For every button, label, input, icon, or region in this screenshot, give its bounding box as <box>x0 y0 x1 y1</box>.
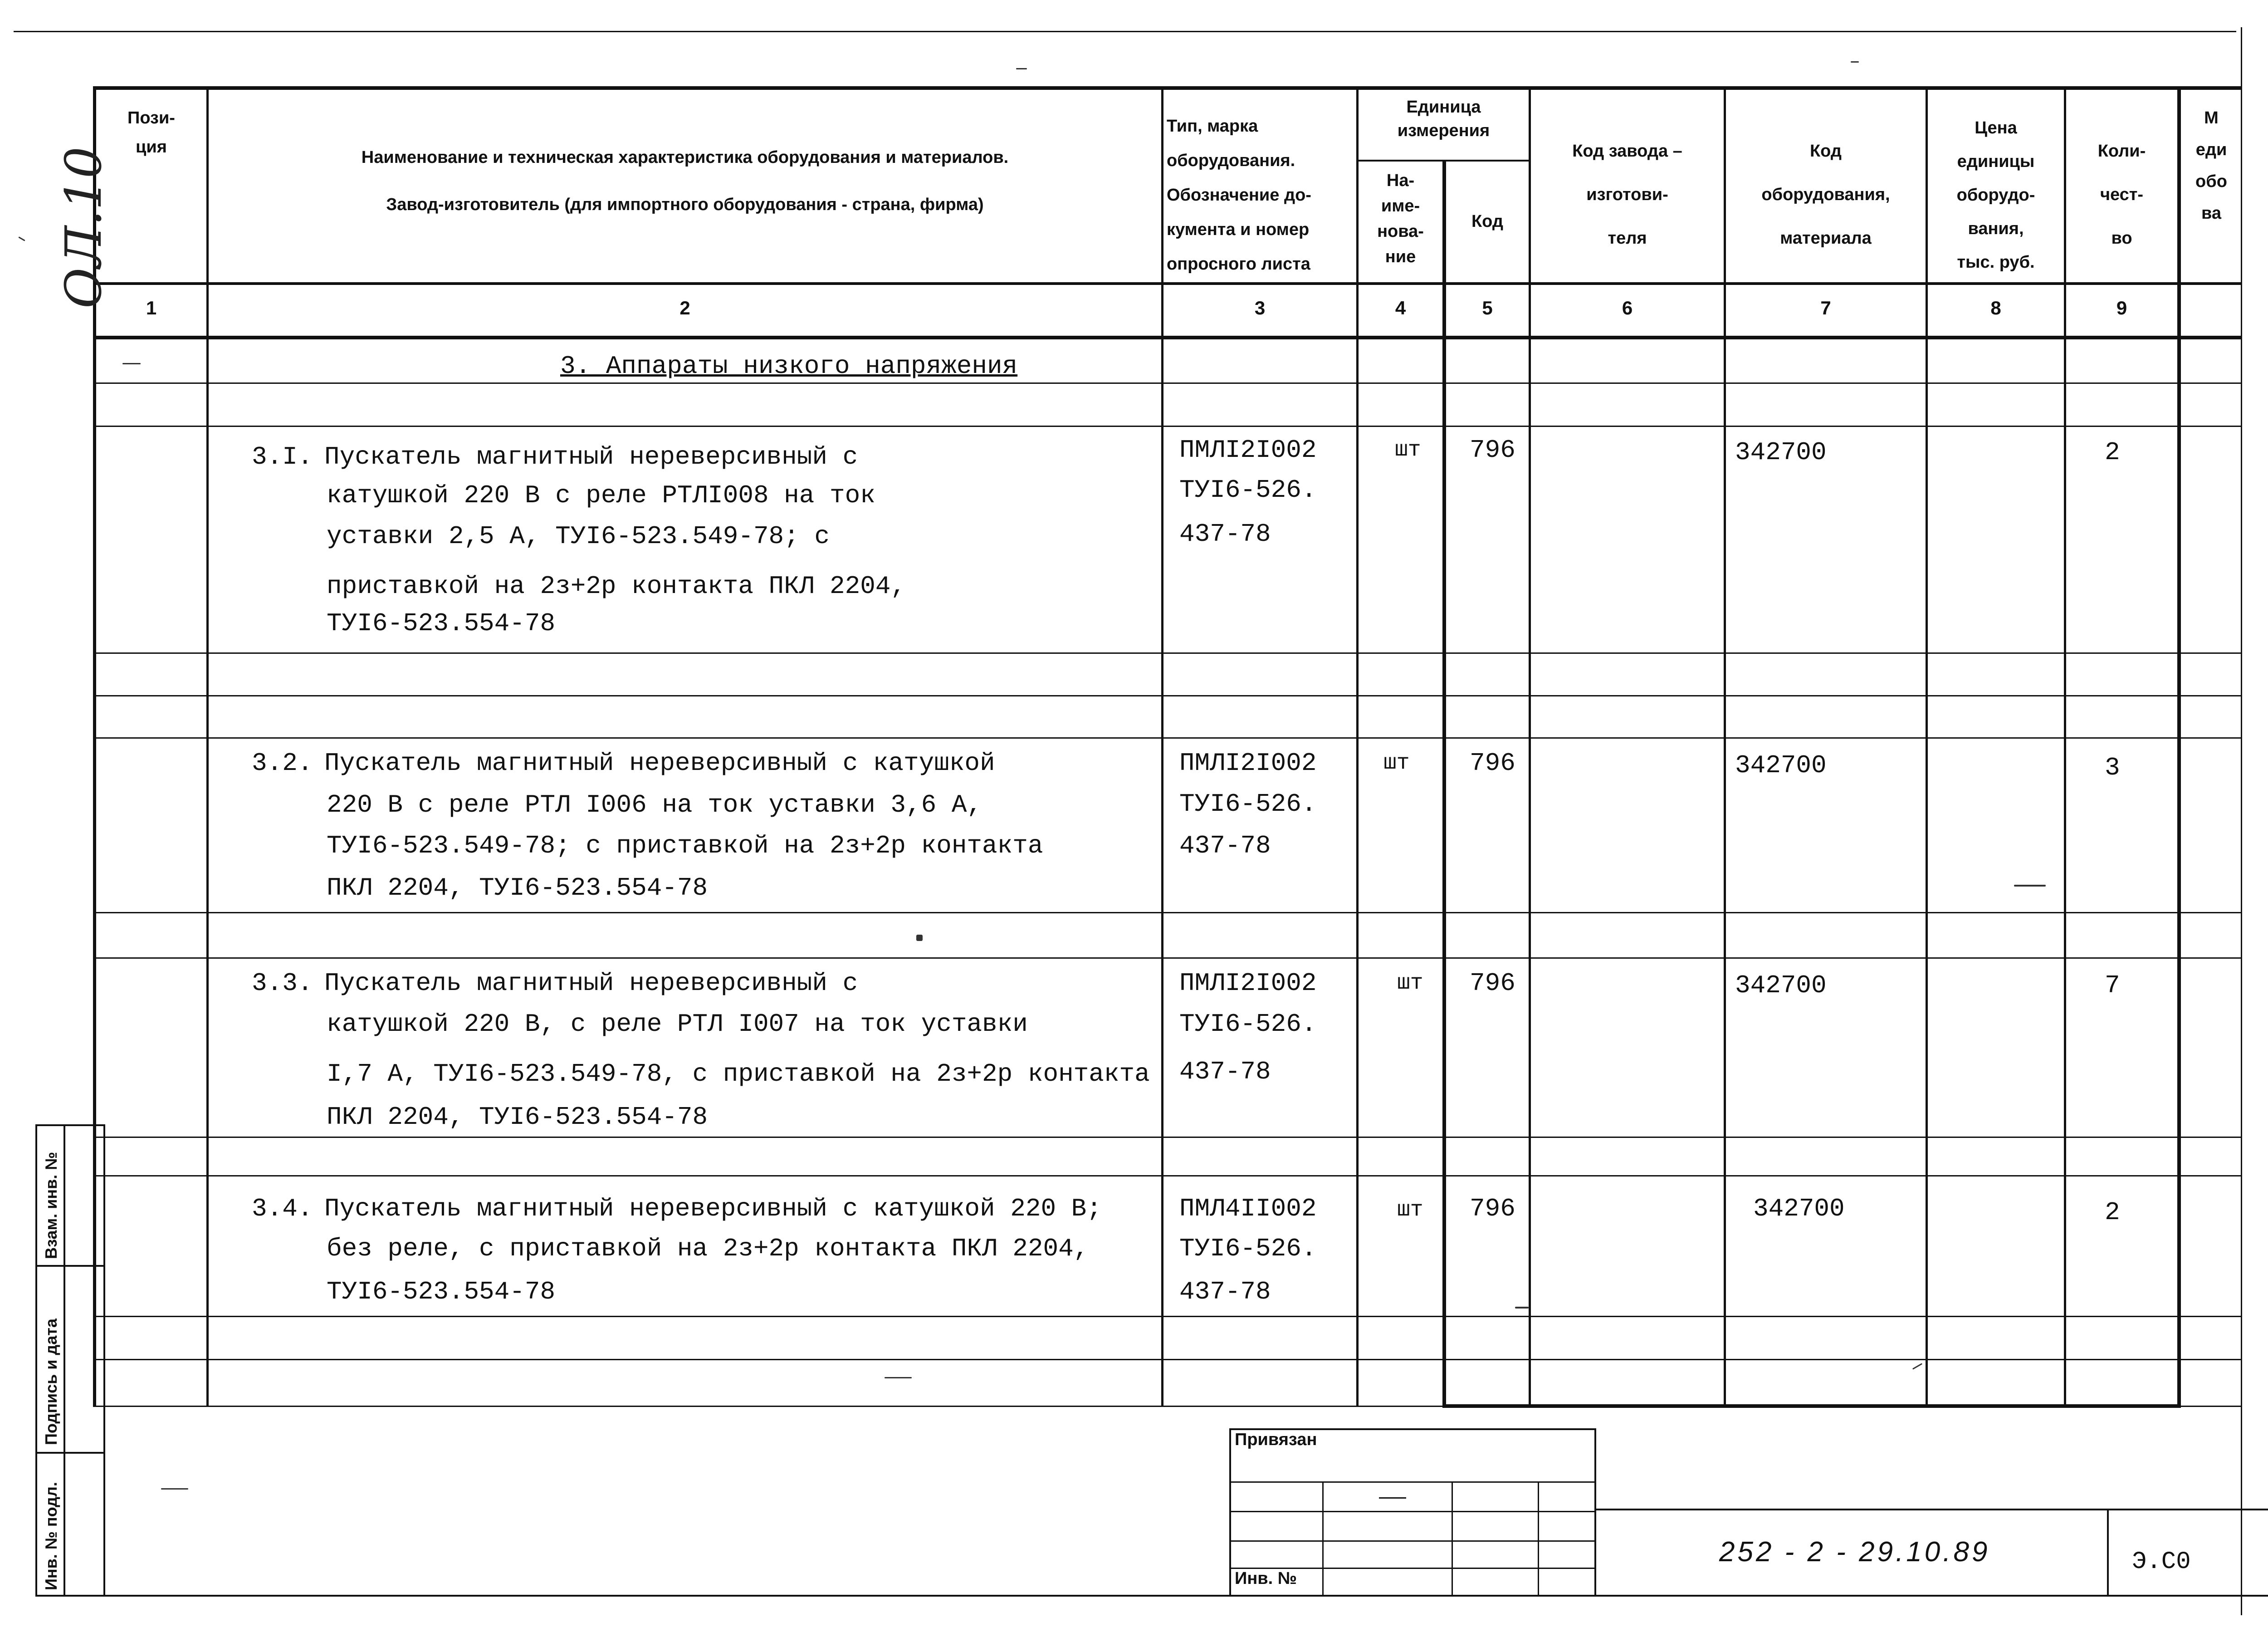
margin-label-original-inventory: Инв. № подл. <box>42 1482 60 1590</box>
item-type-line: ТУI6-526. <box>1179 475 1317 505</box>
colnum-5: 5 <box>1482 297 1493 319</box>
colnum-3: 3 <box>1254 297 1266 319</box>
scan-speck <box>1851 61 1859 63</box>
header-col9-line3: во <box>2111 229 2132 248</box>
side-annotation: ОЛ.10 <box>54 147 112 309</box>
header-col10-line4: ва <box>2201 204 2221 223</box>
item-type-line: 437-78 <box>1179 520 1271 549</box>
item-unit-name: шт <box>1383 751 1410 775</box>
header-col3-line3: Обозначение до- <box>1167 186 1311 205</box>
header-col4-line1: На- <box>1386 171 1415 190</box>
section-title: 3. Аппараты низкого напряжения <box>560 352 1018 381</box>
document-number: 252 - 2 - 29.10.89 <box>1719 1536 1990 1568</box>
scan-speck <box>161 1488 188 1490</box>
header-col7-line2: оборудования, <box>1761 185 1890 204</box>
header-col8-line4: вания, <box>1968 219 2024 238</box>
header-col1-line1: Пози- <box>127 108 175 127</box>
stamp-privyazan-label: Привязан <box>1235 1430 1317 1449</box>
item-description-line: 220 В с реле РТЛ I006 на ток уставки 3,6 А, <box>327 790 982 819</box>
scan-speck <box>2014 885 2046 887</box>
scan-speck <box>885 1377 912 1378</box>
item-description-line: без реле, с приставкой на 2з+2р контакта ПКЛ 2204, <box>327 1234 1089 1263</box>
item-type-line: ПМЛI2I002 <box>1179 436 1317 465</box>
item-description-line: Пускатель магнитный нереверсивный с катушкой 220 В; <box>324 1194 1102 1223</box>
item-position: 3.3. <box>252 969 313 998</box>
item-unit-name: шт <box>1397 971 1423 995</box>
item-description-line: ТУI6-523.554-78 <box>327 1277 556 1306</box>
header-col6-line1: Код завода – <box>1572 142 1682 161</box>
header-unit-line1: Единица <box>1406 98 1481 117</box>
header-col9-line1: Коли- <box>2097 142 2146 161</box>
header-col1-line2: ция <box>136 137 167 157</box>
item-type-line: ПМЛI2I002 <box>1179 749 1317 778</box>
item-description-line: катушкой 220 В, с реле РТЛ I007 на ток уставки <box>327 1010 1028 1039</box>
colnum-4: 4 <box>1395 297 1406 319</box>
item-position: 3.2. <box>252 749 313 778</box>
header-col10-line3: обо <box>2195 172 2227 191</box>
margin-label-replaced-inventory: Взам. инв. № <box>42 1152 60 1259</box>
header-col2-line1: Наименование и техническая характеристика оборудования и материалов. <box>361 148 1009 167</box>
item-type-line: 437-78 <box>1179 831 1271 860</box>
item-description-line: приставкой на 2з+2р контакта ПКЛ 2204, <box>327 572 906 601</box>
header-col8-line3: оборудо- <box>1956 186 2035 205</box>
item-equipment-code: 342700 <box>1753 1194 1845 1223</box>
header-col7-line3: материала <box>1780 229 1872 248</box>
item-unit-code: 796 <box>1470 436 1515 465</box>
colnum-1: 1 <box>146 297 157 319</box>
item-description-line: Пускатель магнитный нереверсивный с <box>324 969 858 998</box>
item-description-line: Пускатель магнитный нереверсивный с <box>324 442 858 471</box>
item-description-line: Пускатель магнитный нереверсивный с катушкой <box>324 749 995 778</box>
scan-speck <box>1515 1307 1529 1309</box>
colnum-6: 6 <box>1622 297 1633 319</box>
header-col3-line1: Тип, марка <box>1167 117 1258 136</box>
item-equipment-code: 342700 <box>1735 971 1827 1000</box>
item-description-line: ТУI6-523.549-78; с приставкой на 2з+2р контакта <box>327 831 1043 860</box>
header-col3-line2: оборудования. <box>1167 151 1295 170</box>
colnum-7: 7 <box>1820 297 1831 319</box>
header-unit-line2: измерения <box>1397 121 1490 140</box>
header-col4-line4: ние <box>1385 247 1416 266</box>
header-col10-line2: еди <box>2195 140 2227 159</box>
scan-speck <box>916 935 923 941</box>
item-description-line: ПКЛ 2204, ТУI6-523.554-78 <box>327 873 708 902</box>
item-description-line: уставки 2,5 А, ТУI6-523.549-78; с <box>327 522 830 551</box>
header-col6-line3: теля <box>1608 229 1647 248</box>
item-type-line: ПМЛ4II002 <box>1179 1194 1317 1223</box>
header-col9-line2: чест- <box>2100 185 2144 204</box>
header-col5: Код <box>1471 212 1504 231</box>
item-position: 3.I. <box>252 442 313 471</box>
item-equipment-code: 342700 <box>1735 438 1827 467</box>
item-quantity: 7 <box>2105 971 2120 1000</box>
item-description-line: ПКЛ 2204, ТУI6-523.554-78 <box>327 1103 708 1132</box>
header-col7-line1: Код <box>1809 142 1842 161</box>
item-description-line: ТУI6-523.554-78 <box>327 609 556 638</box>
scan-speck <box>1912 1363 1922 1370</box>
item-unit-code: 796 <box>1470 749 1515 778</box>
stamp-inventory-label: Инв. № <box>1235 1569 1297 1588</box>
item-type-line: ПМЛI2I002 <box>1179 969 1317 998</box>
colnum-9: 9 <box>2116 297 2127 319</box>
colnum-2: 2 <box>679 297 690 319</box>
sheet-designation: Э.С0 <box>2132 1548 2191 1576</box>
colnum-8: 8 <box>1990 297 2001 319</box>
item-description-line: катушкой 220 В с реле РТЛI008 на ток <box>327 481 875 510</box>
item-quantity: 3 <box>2105 753 2120 782</box>
scan-speck <box>18 236 25 241</box>
header-col3-line4: кумента и номер <box>1167 220 1310 239</box>
item-unit-code: 796 <box>1470 1194 1515 1223</box>
header-col8-line5: тыс. руб. <box>1957 253 2035 272</box>
item-position: 3.4. <box>252 1194 313 1223</box>
item-unit-code: 796 <box>1470 969 1515 998</box>
header-col8-line1: Цена <box>1975 118 2017 137</box>
item-description-line: I,7 А, ТУI6-523.549-78, с приставкой на 2з+2р контакта <box>327 1059 1150 1088</box>
item-unit-name: шт <box>1395 438 1421 462</box>
item-quantity: 2 <box>2105 1198 2120 1227</box>
margin-label-signature-date: Подпись и дата <box>42 1318 60 1445</box>
item-type-line: 437-78 <box>1179 1057 1271 1086</box>
item-equipment-code: 342700 <box>1735 751 1827 780</box>
item-unit-name: шт <box>1397 1198 1423 1222</box>
item-type-line: ТУI6-526. <box>1179 1010 1317 1039</box>
header-col4-line3: нова- <box>1377 222 1424 241</box>
header-col4-line2: име- <box>1381 196 1420 216</box>
header-col6-line2: изготови- <box>1586 185 1668 204</box>
header-col2-line2: Завод-изготовитель (для импортного оборудования - страна, фирма) <box>386 195 984 214</box>
item-type-line: ТУI6-526. <box>1179 789 1317 818</box>
header-col3-line5: опросного листа <box>1167 255 1310 274</box>
scan-speck <box>122 363 141 364</box>
scan-speck <box>1016 68 1027 69</box>
item-quantity: 2 <box>2105 438 2120 467</box>
item-type-line: 437-78 <box>1179 1277 1271 1306</box>
header-col8-line2: единицы <box>1957 152 2035 171</box>
item-type-line: ТУI6-526. <box>1179 1234 1317 1263</box>
header-col10-line1: М <box>2204 108 2219 127</box>
